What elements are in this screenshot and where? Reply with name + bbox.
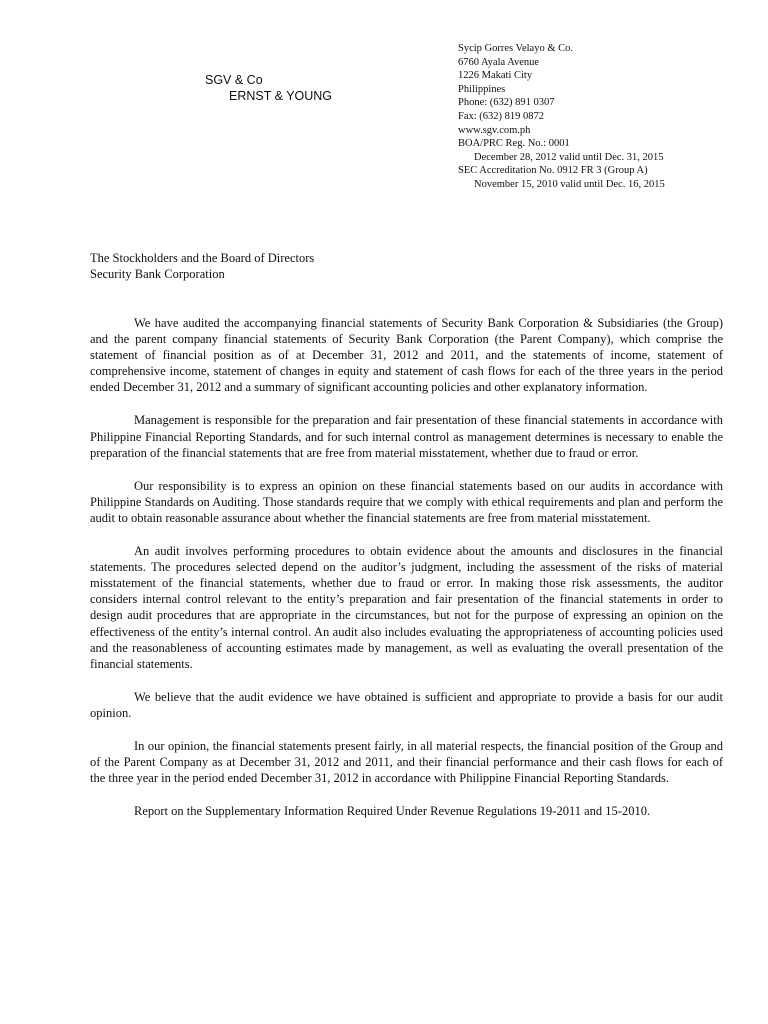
paragraph: Our responsibility is to express an opinion on these financial statements based on our audits in accordance with Philippine Standards on Auditing. Those standards require that we comply with ethical requirements and plan and perform the audit to obtain reasonable assurance about whether the financial statements are free from material misstatement.	[90, 478, 723, 525]
paragraph: Management is responsible for the preparation and fair presentation of these financial statements in accordance with Philippine Financial Reporting Standards, and for such internal control as management determines is necessary to enable the preparation of the financial statements that are free from material misstatement, whether due to fraud or error.	[90, 413, 723, 460]
paragraph: We have audited the accompanying financial statements of Security Bank Corporation & Subsidiaries (the Group) and the parent company financial statements of Security Bank Corporation (the Parent Company), which comprise the statement of financial position as of at December 31, 2012 and 2011, and the statements of income, statement of comprehensive income, statement of changes in equity and statement of cash flows for each of the three years in the period ended December 31, 2012 and a summary of significant accounting policies and other explanatory information.	[90, 316, 723, 395]
letterhead-line: Phone: (632) 891 0307	[458, 97, 555, 109]
letterhead-line: November 15, 2010 valid until Dec. 16, 2015	[474, 178, 665, 190]
letterhead-line: SEC Accreditation No. 0912 FR 3 (Group A)	[458, 165, 648, 177]
letterhead-line: Sycip Gorres Velayo & Co.	[458, 43, 574, 54]
letterhead-line: December 28, 2012 valid until Dec. 31, 2015	[474, 151, 664, 163]
logo-line-1: SGV & Co	[205, 73, 263, 87]
logo-line-2: ERNST & YOUNG	[229, 89, 333, 103]
addressee-block	[90, 250, 314, 282]
paragraph: Report on the Supplementary Information Required Under Revenue Regulations 19-2011 and 15-2010.	[134, 804, 651, 819]
letterhead-line: 1226 Makati City	[458, 70, 533, 82]
paragraph: We believe that the audit evidence we have obtained is sufficient and appropriate to provide a basis for our audit opinion.	[90, 689, 723, 720]
letterhead-line: Fax: (632) 819 0872	[458, 110, 545, 122]
letterhead-line: www.sgv.com.ph	[458, 124, 531, 136]
addressee-line-2: Security Bank Corporation	[90, 267, 225, 281]
letterhead-line: Philippines	[458, 83, 506, 95]
letterhead-line: 6760 Ayala Avenue	[458, 56, 540, 68]
letterhead-line: BOA/PRC Reg. No.: 0001	[458, 138, 570, 150]
paragraph: In our opinion, the financial statements present fairly, in all material respects, the financial position of the Group and of the Parent Company as at December 31, 2012 and 2011, and their financial performance and their cash flows for each of the three year in the period ended December 31, 2012 in accordance with Philippine Financial Reporting Standards.	[90, 738, 723, 786]
paragraph: An audit involves performing procedures to obtain evidence about the amounts and disclosures in the financial statements. The procedures selected depend on the auditor’s judgment, including the assessment of the risks of material misstatement of the financial statements, whether due to fraud or error. In making those risk assessments, the auditor considers internal control relevant to the entity’s preparation and fair presentation of the financial statements in order to design audit procedures that are appropriate in the circumstances, but not for the purpose of expressing an opinion on the effectiveness of the entity’s internal control. An audit also includes evaluating the appropriateness of accounting policies used and the reasonableness of accounting estimates made by management, as well as evaluating the overall presentation of the financial statements.	[90, 544, 723, 671]
firm-logo	[205, 72, 332, 104]
letterhead-address-block	[458, 42, 665, 192]
addressee-line-1: The Stockholders and the Board of Directors	[90, 251, 315, 265]
letter-body	[90, 315, 723, 836]
